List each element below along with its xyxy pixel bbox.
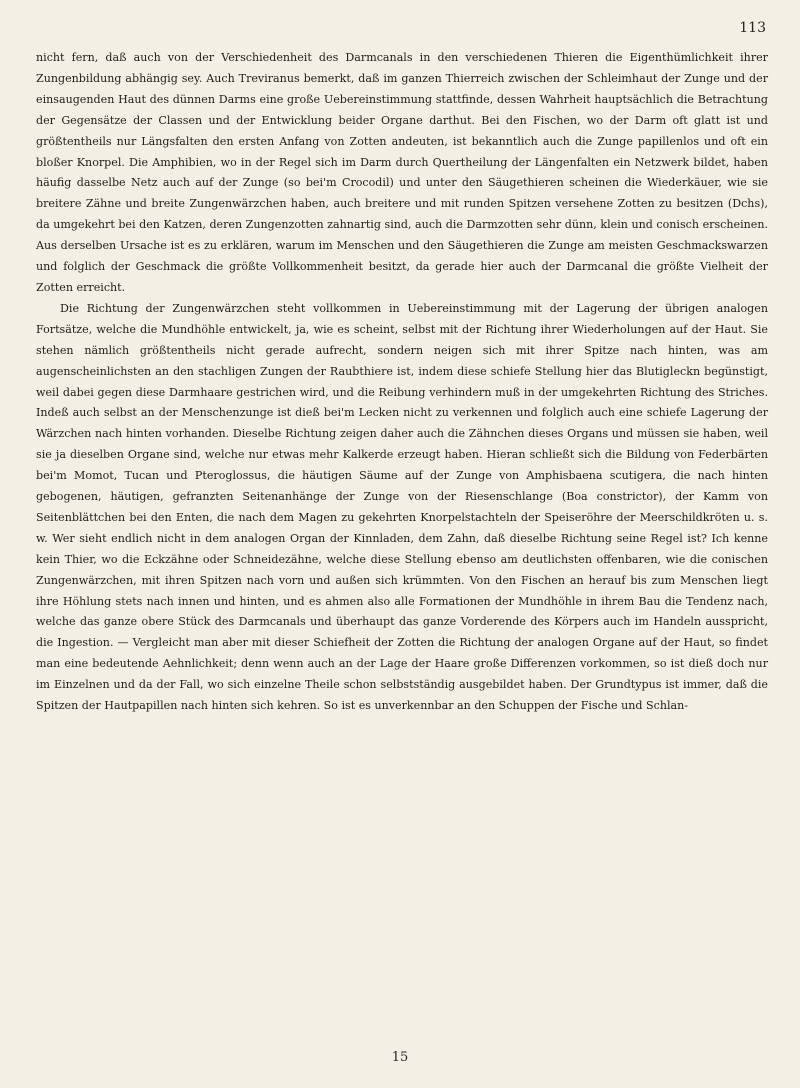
paragraph-1: nicht fern, daß auch von der Verschiedenheit des Darmcanals in den verschiedenen Thieren die Eigenthümlichkeit ihrer Zungenbildung abhängig sey. Auch Treviranus bemerkt, daß im ganzen Thierreich zwischen der Schleimhaut der Zunge und der einsaugenden Haut des dünnen Darms eine große Uebereinstimmung stattfinde, dessen Wahrheit hauptsächlich die Betrachtung der Gegensätze der Classen und der Entwicklung beider Organe darthut. Bei den Fischen, wo der Darm oft glatt ist und größtentheils nur Längsfalten den ersten Anfang von Zotten andeuten, ist bekanntlich auch die Zunge papillenlos und oft ein bloßer Knorpel. Die Amphibien, wo in der Regel sich im Darm durch Quertheilung der Längenfalten ein Netzwerk bildet, haben häufig dasselbe Netz auch auf der Zunge (so bei'm Crocodil) und unter den Säugethieren scheinen die Wiederkäuer, wie sie breitere Zähne und breite Zungenwärzchen haben, auch breitere und mit runden Spitzen versehene Zotten zu besitzen (Dchs), da umgekehrt bei den Katzen, deren Zungenzotten zahnartig sind, auch die Darmzotten sehr dünn, klein und conisch erscheinen. Aus derselben Ursache ist es zu erklären, warum im Menschen und den Säugethieren die Zunge am meisten Geschmackswarzen und folglich der Geschmack die größte Vollkommenheit besitzt, da gerade hier auch der Darmcanal die größte Vielheit der Zotten erreicht.	[36, 51, 768, 294]
page-number: 113	[739, 20, 766, 36]
body-text	[36, 48, 768, 717]
printer-signature-mark: 15	[391, 1050, 409, 1065]
paragraph-2: Die Richtung der Zungenwärzchen steht vollkommen in Uebereinstimmung mit der Lagerung der übrigen analogen Fortsätze, welche die Mundhöhle entwickelt, ja, wie es scheint, selbst mit der Richtung ihrer Wiederholungen auf der Haut. Sie stehen nämlich größtentheils nicht gerade aufrecht, sondern neigen sich mit ihrer Spitze nach hinten, was am augenscheinlichsten an den stachligen Zungen der Raubthiere ist, indem diese schiefe Stellung hier das Blutigleckn begünstigt, weil dabei gegen diese Darmhaare gestrichen wird, und die Reibung verhindern muß in der umgekehrten Richtung des Striches. Indeß auch selbst an der Menschenzunge ist dieß bei'm Lecken nicht zu verkennen und folglich auch eine schiefe Lagerung der Wärzchen nach hinten vorhanden. Dieselbe Richtung zeigen daher auch die Zähnchen dieses Organs und müssen sie haben, weil sie ja dieselben Organe sind, welche nur etwas mehr Kalkerde erzeugt haben. Hieran schließt sich die Bildung von Federbärten bei'm Momot, Tucan und Pteroglossus, die häutigen Säume auf der Zunge von Amphisbaena scutigera, die nach hinten gebogenen, häutigen, gefranzten Seitenanhänge der Zunge von der Riesenschlange (Boa constrictor), der Kamm von Seitenblättchen bei den Enten, die nach dem Magen zu gekehrten Knorpelstachteln der Speiseröhre der Meerschildkröten u. s. w. Wer sieht endlich nicht in dem analogen Organ der Kinnladen, dem Zahn, daß dieselbe Richtung seine Regel ist? Ich kenne kein Thier, wo die Eckzähne oder Schneidezähne, welche diese Stellung ebenso am deutlichsten offenbaren, wie die conischen Zungenwärzchen, mit ihren Spitzen nach vorn und außen sich krümmten. Von den Fischen an herauf bis zum Menschen liegt ihre Höhlung stets nach innen und hinten, und es ahmen also alle Formationen der Mundhöhle in ihrem Bau die Tendenz nach, welche das ganze obere Stück des Darmcanals und überhaupt das ganze Vorderende des Körpers auch im Handeln ausspricht, die Ingestion. — Vergleicht man aber mit dieser Schiefheit der Zotten die Richtung der analogen Organe auf der Haut, so findet man eine bedeutende Aehnlichkeit; denn wenn auch an der Lage der Haare große Differenzen vorkommen, so ist dieß doch nur im Einzelnen und da der Fall, wo sich einzelne Theile schon selbstständig ausgebildet haben. Der Grundtypus ist immer, daß die Spitzen der Hautpapillen nach hinten sich kehren. So ist es unverkennbar an den Schuppen der Fische und Schlan-	[36, 301, 768, 713]
